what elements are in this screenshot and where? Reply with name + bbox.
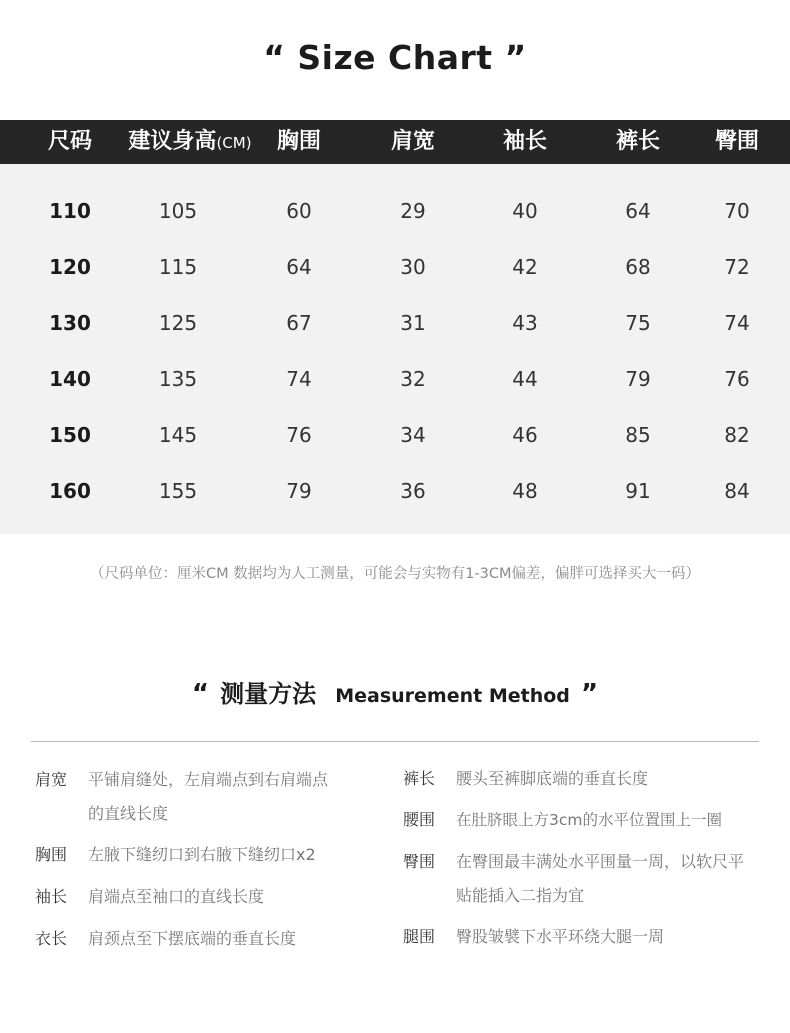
table-header xyxy=(0,120,790,164)
measurement-note: （尺码单位：厘米CM 数据均为人工测量，可能会与实物有1-3CM偏差，偏胖可选择买大一码） xyxy=(89,566,701,582)
cell-size: 140 xyxy=(49,367,91,391)
cell-sleeve: 48 xyxy=(512,479,538,503)
cell-hip: 74 xyxy=(724,311,750,335)
method-label: 袖长 xyxy=(35,887,68,906)
cell-sleeve: 46 xyxy=(512,423,538,447)
cell-chest: 64 xyxy=(286,255,312,279)
cell-hip: 70 xyxy=(724,199,750,223)
method-item-sleeve xyxy=(35,880,375,914)
method-item-length xyxy=(35,922,375,956)
header-pants: 裤长 xyxy=(615,129,661,154)
cell-sleeve: 42 xyxy=(512,255,538,279)
cell-pants: 75 xyxy=(625,311,651,335)
method-item-thigh xyxy=(403,920,763,954)
method-label: 衣长 xyxy=(35,929,68,948)
method-desc: 在肚脐眼上方3cm的水平位置围上一圈 xyxy=(456,811,722,829)
cell-chest: 74 xyxy=(286,367,312,391)
cell-shoulder: 31 xyxy=(400,311,426,335)
table-row xyxy=(0,476,790,506)
table-row xyxy=(0,364,790,394)
cell-height: 115 xyxy=(158,255,198,279)
method-title-cn: 测量方法 xyxy=(220,680,317,708)
page-title: “ Size Chart ” xyxy=(263,38,527,77)
cell-height: 135 xyxy=(158,367,198,391)
method-label: 裤长 xyxy=(403,769,436,788)
cell-shoulder: 36 xyxy=(400,479,426,503)
header-height-label: 建议身高 xyxy=(128,129,217,154)
method-desc: 臀股皱襞下水平环绕大腿一周 xyxy=(456,927,665,946)
method-desc: 肩端点至袖口的直线长度 xyxy=(88,887,265,906)
method-item-shoulder xyxy=(35,763,355,831)
method-item-chest xyxy=(35,838,375,872)
cell-hip: 76 xyxy=(724,367,750,391)
method-title-en: Measurement Method xyxy=(335,685,570,707)
method-desc: 在臀围最丰满处水平围量一周，以软尺平贴能插入二指为宜 xyxy=(456,852,745,905)
cell-pants: 68 xyxy=(625,255,651,279)
cell-height: 105 xyxy=(158,199,198,223)
size-table-body xyxy=(0,164,790,534)
cell-hip: 82 xyxy=(724,423,750,447)
cell-size: 150 xyxy=(49,423,91,447)
method-item-waist xyxy=(403,803,773,837)
cell-sleeve: 40 xyxy=(512,199,538,223)
cell-sleeve: 44 xyxy=(512,367,538,391)
header-height-unit: (CM) xyxy=(216,134,252,152)
cell-chest: 79 xyxy=(286,479,312,503)
header-hip: 臀围 xyxy=(714,129,760,154)
cell-shoulder: 30 xyxy=(400,255,426,279)
method-desc: 左腋下缝纫口到右腋下缝纫口x2 xyxy=(88,845,316,864)
cell-sleeve: 43 xyxy=(512,311,538,335)
cell-chest: 76 xyxy=(286,423,312,447)
cell-shoulder: 29 xyxy=(400,199,426,223)
cell-height: 155 xyxy=(158,479,198,503)
header-shoulder: 肩宽 xyxy=(390,129,436,154)
cell-hip: 72 xyxy=(724,255,750,279)
table-row xyxy=(0,252,790,282)
method-label: 肩宽 xyxy=(35,770,68,789)
cell-hip: 84 xyxy=(724,479,750,503)
cell-size: 160 xyxy=(49,479,91,503)
table-row xyxy=(0,420,790,450)
method-close-quote: ” xyxy=(580,679,599,709)
table-row xyxy=(0,196,790,226)
cell-height: 145 xyxy=(158,423,198,447)
header-height xyxy=(128,120,251,164)
method-desc: 腰头至裤脚底端的垂直长度 xyxy=(456,769,649,788)
cell-pants: 79 xyxy=(625,367,651,391)
cell-pants: 85 xyxy=(625,423,651,447)
cell-pants: 64 xyxy=(625,199,651,223)
cell-chest: 60 xyxy=(286,199,312,223)
cell-size: 110 xyxy=(49,199,91,223)
method-desc: 平铺肩缝处，左肩端点到右肩端点的直线长度 xyxy=(88,770,329,823)
section-divider xyxy=(31,741,759,742)
method-label: 腰围 xyxy=(403,810,436,829)
cell-chest: 67 xyxy=(286,311,312,335)
method-label: 腿围 xyxy=(403,927,436,946)
header-chest: 胸围 xyxy=(276,129,322,154)
cell-size: 130 xyxy=(49,311,91,335)
method-item-pants xyxy=(403,762,763,796)
method-label: 臀围 xyxy=(403,852,436,871)
cell-height: 125 xyxy=(158,311,198,335)
cell-pants: 91 xyxy=(625,479,651,503)
method-open-quote: “ xyxy=(191,679,210,709)
header-size: 尺码 xyxy=(47,129,93,154)
method-heading xyxy=(0,674,790,709)
cell-shoulder: 32 xyxy=(400,367,426,391)
cell-size: 120 xyxy=(49,255,91,279)
method-item-hip xyxy=(403,845,773,913)
method-label: 胸围 xyxy=(35,845,68,864)
cell-shoulder: 34 xyxy=(400,423,426,447)
header-sleeve: 袖长 xyxy=(502,129,548,154)
table-row xyxy=(0,308,790,338)
method-desc: 肩颈点至下摆底端的垂直长度 xyxy=(88,929,297,948)
